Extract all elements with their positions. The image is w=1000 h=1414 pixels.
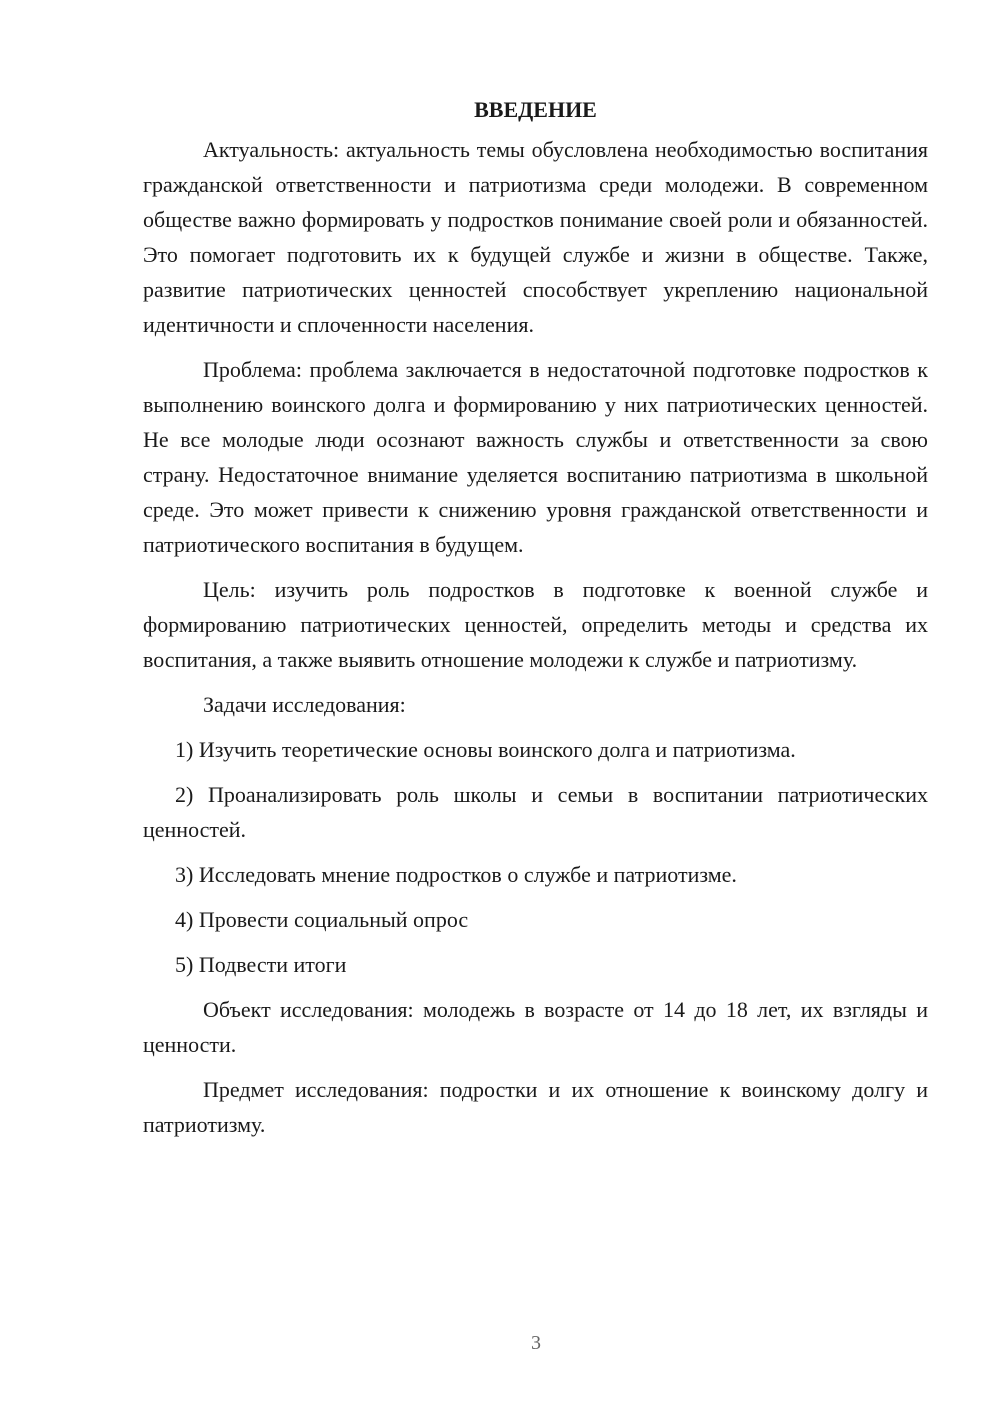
task-item-4: 4) Провести социальный опрос [175,907,469,932]
document-page [143,92,928,1152]
task-item-5: 5) Подвести итоги [175,952,347,977]
relevance-paragraph: Актуальность: актуальность темы обусловлена необходимостью воспитания гражданской ответственности и патриотизма среди молодежи. В современном обществе важно формировать у подростков понимание своей роли и обязанностей. Это помогает подготовить их к будущей службе и жизни в обществе. Также, развитие патриотических ценностей способствует укреплению национальной идентичности и сплоченности населения. [143,137,928,337]
object-paragraph: Объект исследования: молодежь в возрасте от 14 до 18 лет, их взгляды и ценности. [143,997,928,1057]
task-item-3: 3) Исследовать мнение подростков о службе и патриотизме. [175,862,737,887]
tasks-heading: Задачи исследования: [203,692,406,717]
section-title: ВВЕДЕНИЕ [474,97,597,122]
goal-paragraph: Цель: изучить роль подростков в подготовке к военной службе и формированию патриотических ценностей, определить методы и средства их воспитания, а также выявить отношение молодежи к службе и патриотизму. [143,577,928,672]
subject-paragraph: Предмет исследования: подростки и их отношение к воинскому долгу и патриотизму. [143,1077,928,1137]
problem-paragraph: Проблема: проблема заключается в недостаточной подготовке подростков к выполнению воинского долга и формированию у них патриотических ценностей. Не все молодые люди осознают важность службы и ответственности за свою страну. Недостаточное внимание уделяется воспитанию патриотизма в школьной среде. Это может привести к снижению уровня гражданской ответственности и патриотического воспитания в будущем. [143,357,928,557]
task-item-1: 1) Изучить теоретические основы воинского долга и патриотизма. [175,737,796,762]
page-number: 3 [531,1332,541,1354]
task-item-2: 2) Проанализировать роль школы и семьи в воспитании патриотических ценностей. [143,782,928,842]
